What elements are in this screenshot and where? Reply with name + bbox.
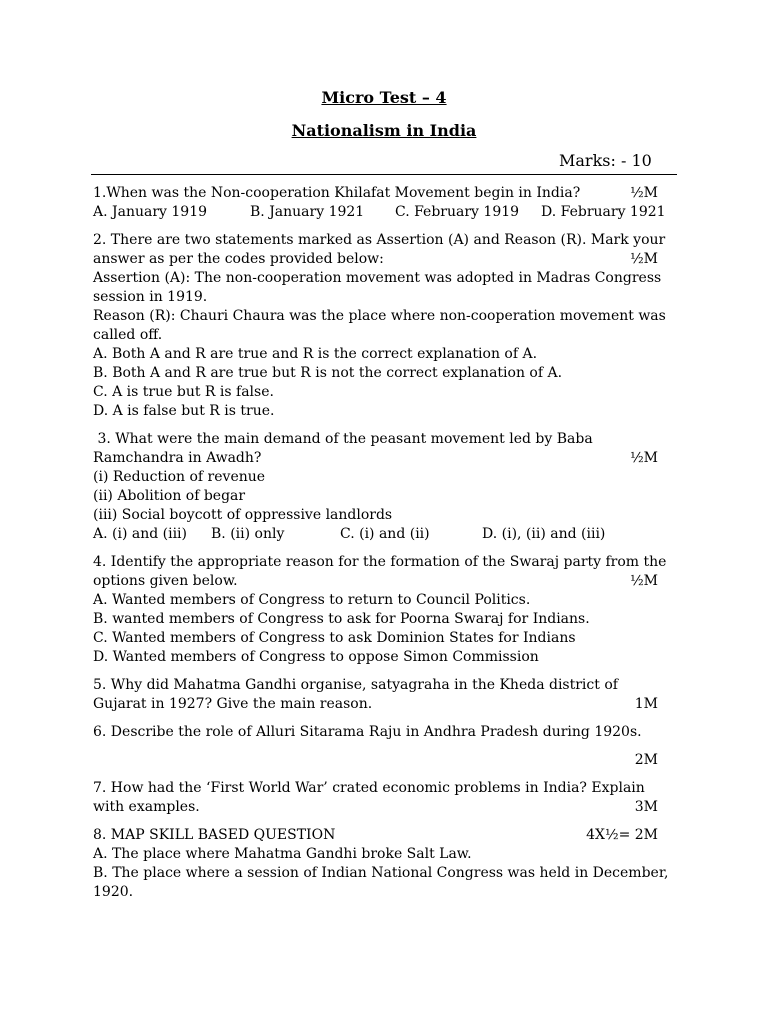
option-c: C. Wanted members of Congress to ask Dominion States for Indians (93, 630, 576, 646)
list-item: (iii) Social boycott of oppressive landlords (93, 507, 393, 523)
question-marks: 4X½= 2M (586, 827, 658, 843)
question-8 (93, 826, 673, 902)
question-marks: 3M (634, 799, 658, 815)
question-marks: 1M (634, 696, 658, 712)
list-item: (i) Reduction of revenue (93, 469, 266, 485)
question-marks: ½M (630, 450, 658, 466)
question-5 (93, 676, 673, 714)
option-b: B. (ii) only (211, 526, 285, 542)
option-c: C. A is true but R is false. (93, 384, 274, 400)
question-text-cont: Gujarat in 1927? Give the main reason. (93, 696, 373, 712)
question-marks: ½M (630, 251, 658, 267)
test-title: Micro Test – 4 (321, 88, 447, 107)
question-text: 6. Describe the role of Alluri Sitarama Raju in Andhra Pradesh during 1920s. (93, 724, 642, 740)
assertion-statement: Assertion (A): The non-cooperation movement was adopted in Madras Congress session in 1919. (93, 270, 662, 305)
question-2 (93, 231, 673, 421)
question-text: 1.When was the Non-cooperation Khilafat Movement begin in India? (93, 185, 581, 201)
question-marks: 2M (634, 752, 658, 768)
option-d: D. Wanted members of Congress to oppose Simon Commission (93, 649, 539, 665)
test-subtitle: Nationalism in India (291, 121, 477, 140)
question-7 (93, 779, 673, 817)
question-text-cont: answer as per the codes provided below: (93, 251, 384, 267)
question-text: 8. MAP SKILL BASED QUESTION (93, 827, 336, 843)
list-item: (ii) Abolition of begar (93, 488, 246, 504)
option-c: C. February 1919 (395, 204, 520, 220)
question-text: 2. There are two statements marked as Assertion (A) and Reason (R). Mark your (93, 232, 666, 248)
option-d: D. February 1921 (541, 204, 666, 220)
list-item: A. The place where Mahatma Gandhi broke Salt Law. (93, 846, 472, 862)
option-a: A. Both A and R are true and R is the correct explanation of A. (93, 346, 538, 362)
header-divider (91, 174, 677, 175)
option-d: D. A is false but R is true. (93, 403, 275, 419)
question-text-cont: options given below. (93, 573, 238, 589)
question-text: 4. Identify the appropriate reason for the formation of the Swaraj party from the (93, 554, 667, 570)
question-text: 3. What were the main demand of the peasant movement led by Baba (93, 431, 593, 447)
question-1 (93, 184, 673, 222)
question-text-cont: with examples. (93, 799, 200, 815)
question-marks: ½M (630, 185, 658, 201)
question-text-cont: Ramchandra in Awadh? (93, 450, 262, 466)
option-a: A. January 1919 (93, 204, 208, 220)
reason-statement: Reason (R): Chauri Chaura was the place where non-cooperation movement was called off. (93, 308, 666, 343)
option-d: D. (i), (ii) and (iii) (482, 526, 606, 542)
option-a: A. Wanted members of Congress to return to Council Politics. (93, 592, 531, 608)
list-item: B. The place where a session of Indian National Congress was held in December, 1920. (93, 865, 669, 900)
question-marks: ½M (630, 573, 658, 589)
option-b: B. wanted members of Congress to ask for Poorna Swaraj for Indians. (93, 611, 590, 627)
option-a: A. (i) and (iii) (93, 526, 187, 542)
question-text: 5. Why did Mahatma Gandhi organise, satyagraha in the Kheda district of (93, 677, 618, 693)
question-6 (93, 723, 673, 770)
option-c: C. (i) and (ii) (340, 526, 430, 542)
question-3 (93, 430, 673, 544)
total-marks: Marks: - 10 (559, 151, 652, 170)
option-b: B. January 1921 (250, 204, 365, 220)
question-4 (93, 553, 673, 667)
question-text: 7. How had the ‘First World War’ crated economic problems in India? Explain (93, 780, 645, 796)
question-list (93, 184, 673, 911)
option-b: B. Both A and R are true but R is not the correct explanation of A. (93, 365, 563, 381)
